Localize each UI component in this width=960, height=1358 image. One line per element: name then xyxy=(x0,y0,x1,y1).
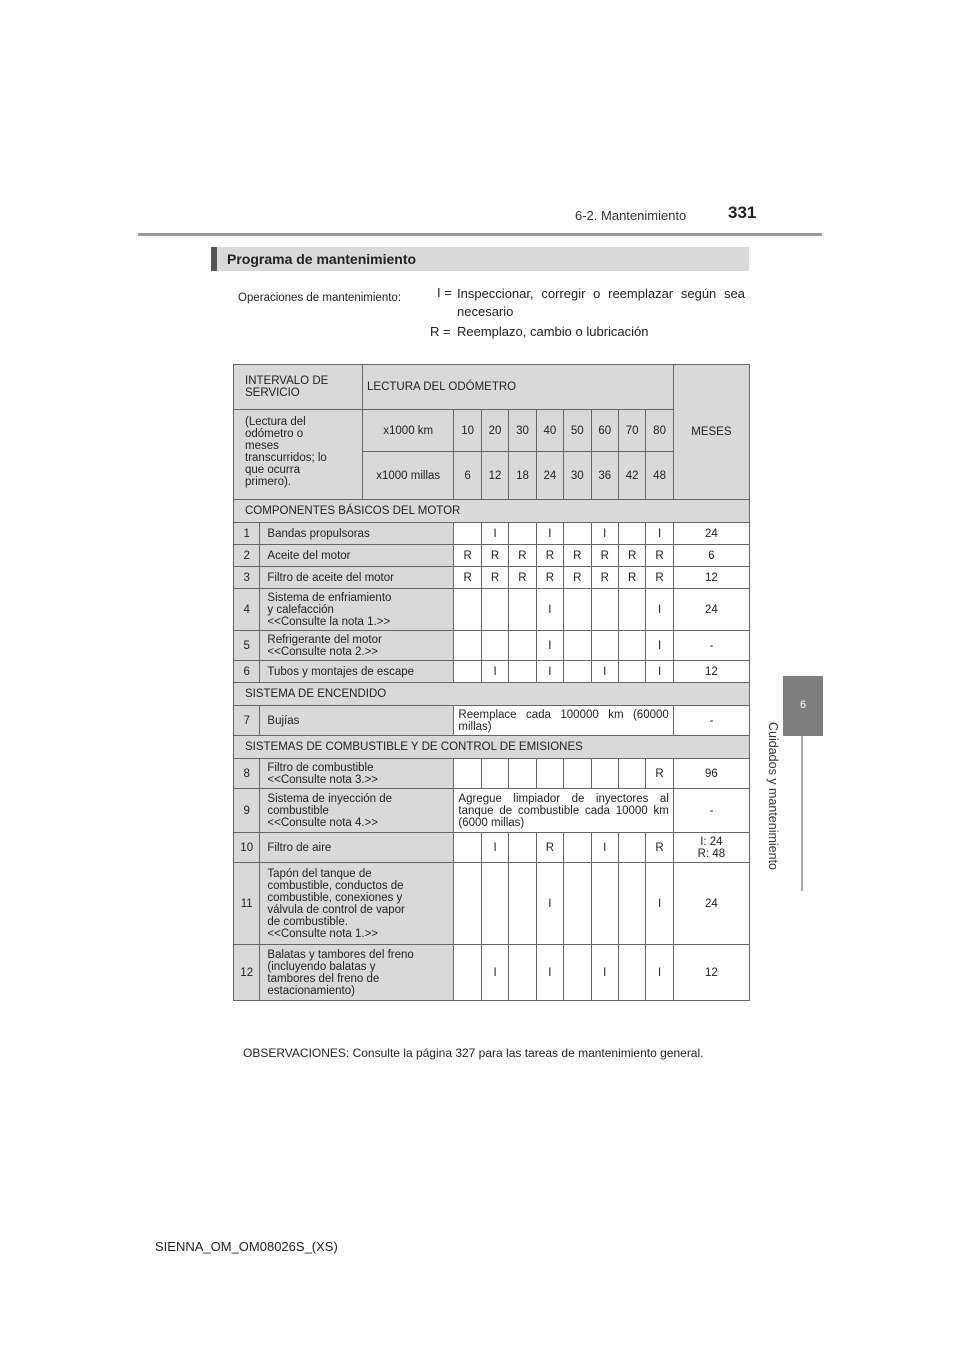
interval-cell: R xyxy=(591,567,618,589)
section-row-ignition xyxy=(234,683,750,706)
table-km-row xyxy=(234,410,750,452)
interval-cell xyxy=(454,523,481,545)
interval-cell xyxy=(509,523,536,545)
interval-cell xyxy=(618,833,645,863)
interval-cell xyxy=(564,945,591,1001)
km-unit: x1000 km xyxy=(363,410,454,452)
interval-cell xyxy=(591,589,618,631)
interval-cell: I xyxy=(536,589,563,631)
km-value: 30 xyxy=(509,410,536,452)
interval-cell xyxy=(454,833,481,863)
section-row-engine xyxy=(234,500,750,523)
row-number: 4 xyxy=(234,589,260,631)
interval-cell xyxy=(618,661,645,683)
interval-cell xyxy=(509,833,536,863)
miles-value: 24 xyxy=(536,452,563,500)
interval-cell xyxy=(509,589,536,631)
row-item: Tubos y montajes de escape xyxy=(260,661,454,683)
interval-cell: I xyxy=(646,863,673,945)
interval-cell xyxy=(591,759,618,789)
row-months: 6 xyxy=(673,545,749,567)
interval-cell xyxy=(564,863,591,945)
section-row-ignition-label: SISTEMA DE ENCENDIDO xyxy=(234,683,750,706)
table-row xyxy=(234,863,750,945)
row-months: - xyxy=(673,706,749,736)
row-number: 1 xyxy=(234,523,260,545)
row-item-line: válvula de control de vapor xyxy=(267,903,405,916)
interval-cell xyxy=(509,631,536,661)
interval-cell xyxy=(564,523,591,545)
km-value: 10 xyxy=(454,410,481,452)
chapter-tab[interactable] xyxy=(783,676,823,736)
interval-cell xyxy=(481,759,508,789)
row-item: Aceite del motor xyxy=(260,545,454,567)
interval-cell xyxy=(454,945,481,1001)
interval-cell xyxy=(564,833,591,863)
row-item xyxy=(260,631,454,661)
row-item-line: <<Consulte la nota 1.>> xyxy=(267,615,391,628)
row-months: 24 xyxy=(673,863,749,945)
row-number: 3 xyxy=(234,567,260,589)
legend-i-key: I = xyxy=(437,285,452,300)
interval-cell: I xyxy=(536,863,563,945)
row-item-line: y calefacción xyxy=(267,603,334,616)
section-header: 6-2. Mantenimiento xyxy=(575,208,687,223)
row-item-line: Balatas y tambores del freno xyxy=(267,948,414,961)
interval-cell: I xyxy=(481,523,508,545)
interval-cell: R xyxy=(564,545,591,567)
interval-cell xyxy=(509,863,536,945)
row-item: Bujías xyxy=(260,706,454,736)
row-months: - xyxy=(673,631,749,661)
table-row xyxy=(234,833,750,863)
interval-cell: R xyxy=(454,567,481,589)
miles-value: 6 xyxy=(454,452,481,500)
km-value: 20 xyxy=(481,410,508,452)
row-item-line: (incluyendo balatas y xyxy=(267,960,376,973)
row-item xyxy=(260,759,454,789)
interval-cell: I xyxy=(591,833,618,863)
row-item-line: <<Consulte nota 3.>> xyxy=(267,773,379,786)
row-item xyxy=(260,863,454,945)
km-value: 40 xyxy=(536,410,563,452)
row-months: 12 xyxy=(673,661,749,683)
interval-cell xyxy=(618,945,645,1001)
interval-cell xyxy=(618,589,645,631)
section-title: Programa de mantenimiento xyxy=(227,251,417,267)
interval-cell xyxy=(454,863,481,945)
interval-cell xyxy=(454,589,481,631)
section-row-fuel-label: SISTEMAS DE COMBUSTIBLE Y DE CONTROL DE EMISIONES xyxy=(234,736,750,759)
row-item xyxy=(260,589,454,631)
km-value: 60 xyxy=(591,410,618,452)
interval-cell: R xyxy=(646,833,673,863)
interval-cell xyxy=(454,661,481,683)
row-months-line: R: 48 xyxy=(697,847,726,860)
table-header-row xyxy=(234,365,750,410)
km-value: 80 xyxy=(646,410,673,452)
section-row-fuel xyxy=(234,736,750,759)
miles-value: 42 xyxy=(618,452,645,500)
interval-cell: I xyxy=(646,523,673,545)
interval-cell xyxy=(591,631,618,661)
reading-note xyxy=(234,410,363,500)
row-number: 10 xyxy=(234,833,260,863)
service-interval-header: INTERVALO DE SERVICIO xyxy=(234,365,363,410)
interval-cell xyxy=(564,589,591,631)
row-months-line: I: 24 xyxy=(700,835,723,848)
interval-cell xyxy=(481,631,508,661)
interval-cell xyxy=(564,661,591,683)
interval-cell: R xyxy=(564,567,591,589)
interval-cell xyxy=(454,759,481,789)
row-number: 6 xyxy=(234,661,260,683)
interval-cell: I xyxy=(536,523,563,545)
miles-unit: x1000 millas xyxy=(363,452,454,500)
table-row xyxy=(234,631,750,661)
interval-cell: I xyxy=(646,631,673,661)
interval-cell: R xyxy=(481,567,508,589)
interval-cell: R xyxy=(618,567,645,589)
interval-cell xyxy=(618,759,645,789)
interval-cell: R xyxy=(454,545,481,567)
interval-cell: R xyxy=(536,833,563,863)
interval-cell xyxy=(618,631,645,661)
maintenance-table-body xyxy=(234,365,750,1001)
header-rule xyxy=(138,233,822,236)
interval-cell: R xyxy=(536,567,563,589)
row-months: 24 xyxy=(673,523,749,545)
row-item-line: estacionamiento) xyxy=(267,984,355,997)
footer-code: SIENNA_OM_OM08026S_(XS) xyxy=(155,1239,338,1254)
months-header: MESES xyxy=(673,365,749,500)
row-months xyxy=(673,833,749,863)
miles-value: 12 xyxy=(481,452,508,500)
legend-intro: Operaciones de mantenimiento: xyxy=(238,292,402,304)
row-item-line: Filtro de combustible xyxy=(267,761,374,774)
maintenance-table xyxy=(233,364,750,1001)
interval-cell: R xyxy=(591,545,618,567)
interval-cell: R xyxy=(509,545,536,567)
row-item-line: <<Consulte nota 4.>> xyxy=(267,816,379,829)
row-item xyxy=(260,945,454,1001)
interval-cell: R xyxy=(536,545,563,567)
row-item-line: de combustible. xyxy=(267,915,348,928)
row-instruction: Agregue limpiador de inyectores al tanque de combustible cada 10000 km (6000 millas) xyxy=(454,789,673,833)
interval-cell xyxy=(481,863,508,945)
row-number: 7 xyxy=(234,706,260,736)
interval-cell: I xyxy=(591,945,618,1001)
row-item: Bandas propulsoras xyxy=(260,523,454,545)
interval-cell: R xyxy=(646,759,673,789)
row-months: 12 xyxy=(673,567,749,589)
interval-cell xyxy=(509,661,536,683)
interval-cell: I xyxy=(591,523,618,545)
row-number: 8 xyxy=(234,759,260,789)
row-instruction: Reemplace cada 100000 km (60000 millas) xyxy=(454,706,673,736)
row-item-line: <<Consulte nota 2.>> xyxy=(267,645,379,658)
interval-cell: I xyxy=(536,661,563,683)
row-item xyxy=(260,789,454,833)
row-months: 96 xyxy=(673,759,749,789)
section-heading xyxy=(211,247,749,271)
interval-cell xyxy=(618,863,645,945)
table-row xyxy=(234,789,750,833)
row-item-line: combustible, conexiones y xyxy=(267,891,403,904)
interval-cell xyxy=(481,589,508,631)
side-rule xyxy=(801,736,803,891)
interval-cell: I xyxy=(536,945,563,1001)
interval-cell xyxy=(564,759,591,789)
interval-cell: R xyxy=(646,545,673,567)
table-row xyxy=(234,523,750,545)
miles-value: 36 xyxy=(591,452,618,500)
interval-cell xyxy=(536,759,563,789)
table-row xyxy=(234,945,750,1001)
interval-cell: R xyxy=(618,545,645,567)
row-number: 12 xyxy=(234,945,260,1001)
interval-cell xyxy=(509,759,536,789)
row-item-line: tambores del freno de xyxy=(267,972,380,985)
table-row xyxy=(234,759,750,789)
section-row-engine-label: COMPONENTES BÁSICOS DEL MOTOR xyxy=(234,500,750,523)
interval-cell: I xyxy=(646,945,673,1001)
interval-cell: R xyxy=(481,545,508,567)
odometer-header: LECTURA DEL ODÓMETRO xyxy=(363,365,674,410)
interval-cell: I xyxy=(481,945,508,1001)
row-number: 5 xyxy=(234,631,260,661)
row-months: 24 xyxy=(673,589,749,631)
legend-i-text: Inspeccionar, corregir o reemplazar según sea necesario xyxy=(457,286,745,319)
row-item-line: combustible, conductos de xyxy=(267,879,404,892)
miles-value: 18 xyxy=(509,452,536,500)
row-months: - xyxy=(673,789,749,833)
reading-note-text: (Lectura del odómetro o meses transcurridos; lo que ocurra primero). xyxy=(245,416,327,488)
interval-cell: R xyxy=(646,567,673,589)
interval-cell xyxy=(618,523,645,545)
row-item-line: <<Consulte nota 1.>> xyxy=(267,927,379,940)
table-row xyxy=(234,545,750,567)
table-row xyxy=(234,567,750,589)
interval-cell: I xyxy=(646,589,673,631)
km-value: 50 xyxy=(564,410,591,452)
miles-value: 48 xyxy=(646,452,673,500)
row-number: 9 xyxy=(234,789,260,833)
interval-cell: I xyxy=(481,833,508,863)
interval-cell xyxy=(564,631,591,661)
chapter-tab-number: 6 xyxy=(799,699,807,711)
interval-cell: I xyxy=(481,661,508,683)
interval-cell xyxy=(454,631,481,661)
row-number: 11 xyxy=(234,863,260,945)
row-item-line: Refrigerante del motor xyxy=(267,633,382,646)
interval-cell xyxy=(509,945,536,1001)
chapter-title: Cuidados y mantenimiento xyxy=(766,722,780,870)
observations: OBSERVACIONES: Consulte la página 327 para las tareas de mantenimiento general. xyxy=(243,1046,704,1060)
km-value: 70 xyxy=(618,410,645,452)
miles-value: 30 xyxy=(564,452,591,500)
row-item: Filtro de aire xyxy=(260,833,454,863)
interval-cell xyxy=(591,863,618,945)
table-row xyxy=(234,661,750,683)
row-item-line: Sistema de inyección de combustible xyxy=(267,792,393,817)
legend-r-text: Reemplazo, cambio o lubricación xyxy=(457,324,649,339)
legend-r-key: R = xyxy=(430,324,451,339)
interval-cell: I xyxy=(536,631,563,661)
page-number: 331 xyxy=(728,203,757,222)
interval-cell: I xyxy=(646,661,673,683)
row-item-line: Sistema de enfriamiento xyxy=(267,591,392,604)
row-months: 12 xyxy=(673,945,749,1001)
row-number: 2 xyxy=(234,545,260,567)
interval-cell: R xyxy=(509,567,536,589)
row-item-line: Tapón del tanque de xyxy=(267,867,372,880)
table-row xyxy=(234,589,750,631)
interval-cell: I xyxy=(591,661,618,683)
row-item: Filtro de aceite del motor xyxy=(260,567,454,589)
table-row xyxy=(234,706,750,736)
